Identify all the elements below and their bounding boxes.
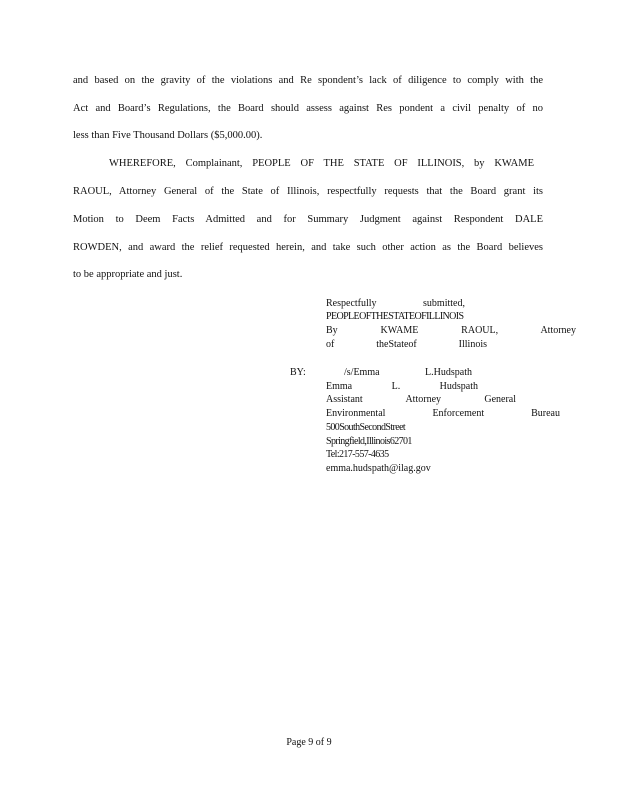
signer-email: emma.hudspath@ilag.gov xyxy=(326,463,431,474)
signature-by-line-1: By KWAME RAOUL, Attorney xyxy=(326,325,576,336)
signer-telephone: Tel:217-557-4635 xyxy=(326,449,389,460)
signature-party: PEOPLEOFTHESTATEOFILLINOIS xyxy=(326,311,464,322)
signature-by-line-2: of theStateof Illinois xyxy=(326,339,487,350)
body-line-8: to be appropriate and just. xyxy=(73,269,183,280)
body-line-3: less than Five Thousand Dollars ($5,000.00). xyxy=(73,130,263,141)
body-line-2: Act and Board’s Regulations, the Board should assess against Res pondent a civil penalty of no xyxy=(73,103,543,114)
signature-closing: Respectfully submitted, xyxy=(326,298,465,309)
signer-street: 500SouthSecondStreet xyxy=(326,422,406,433)
body-line-5: RAOUL, Attorney General of the State of Illinois, respectfully requests that the Board grant its xyxy=(73,186,543,197)
signer-title: Assistant Attorney General xyxy=(326,394,516,405)
body-line-7: ROWDEN, and award the relief requested herein, and take such other action as the Board believes xyxy=(73,242,543,253)
body-line-4: WHEREFORE, Complainant, PEOPLE OF THE STATE OF ILLINOIS, by KWAME xyxy=(109,158,534,169)
by-label: BY: xyxy=(290,367,306,378)
signer-city: Springfield,Illinois62701 xyxy=(326,436,412,447)
body-line-1: and based on the gravity of the violations and Re spondent’s lack of diligence to comply with the xyxy=(73,75,543,86)
body-line-6: Motion to Deem Facts Admitted and for Summary Judgment against Respondent DALE xyxy=(73,214,543,225)
signer-bureau: Environmental Enforcement Bureau xyxy=(326,408,560,419)
page-number: Page 9 of 9 xyxy=(286,737,332,748)
electronic-signature: /s/Emma L.Hudspath xyxy=(344,367,472,378)
signer-name: Emma L. Hudspath xyxy=(326,381,478,392)
